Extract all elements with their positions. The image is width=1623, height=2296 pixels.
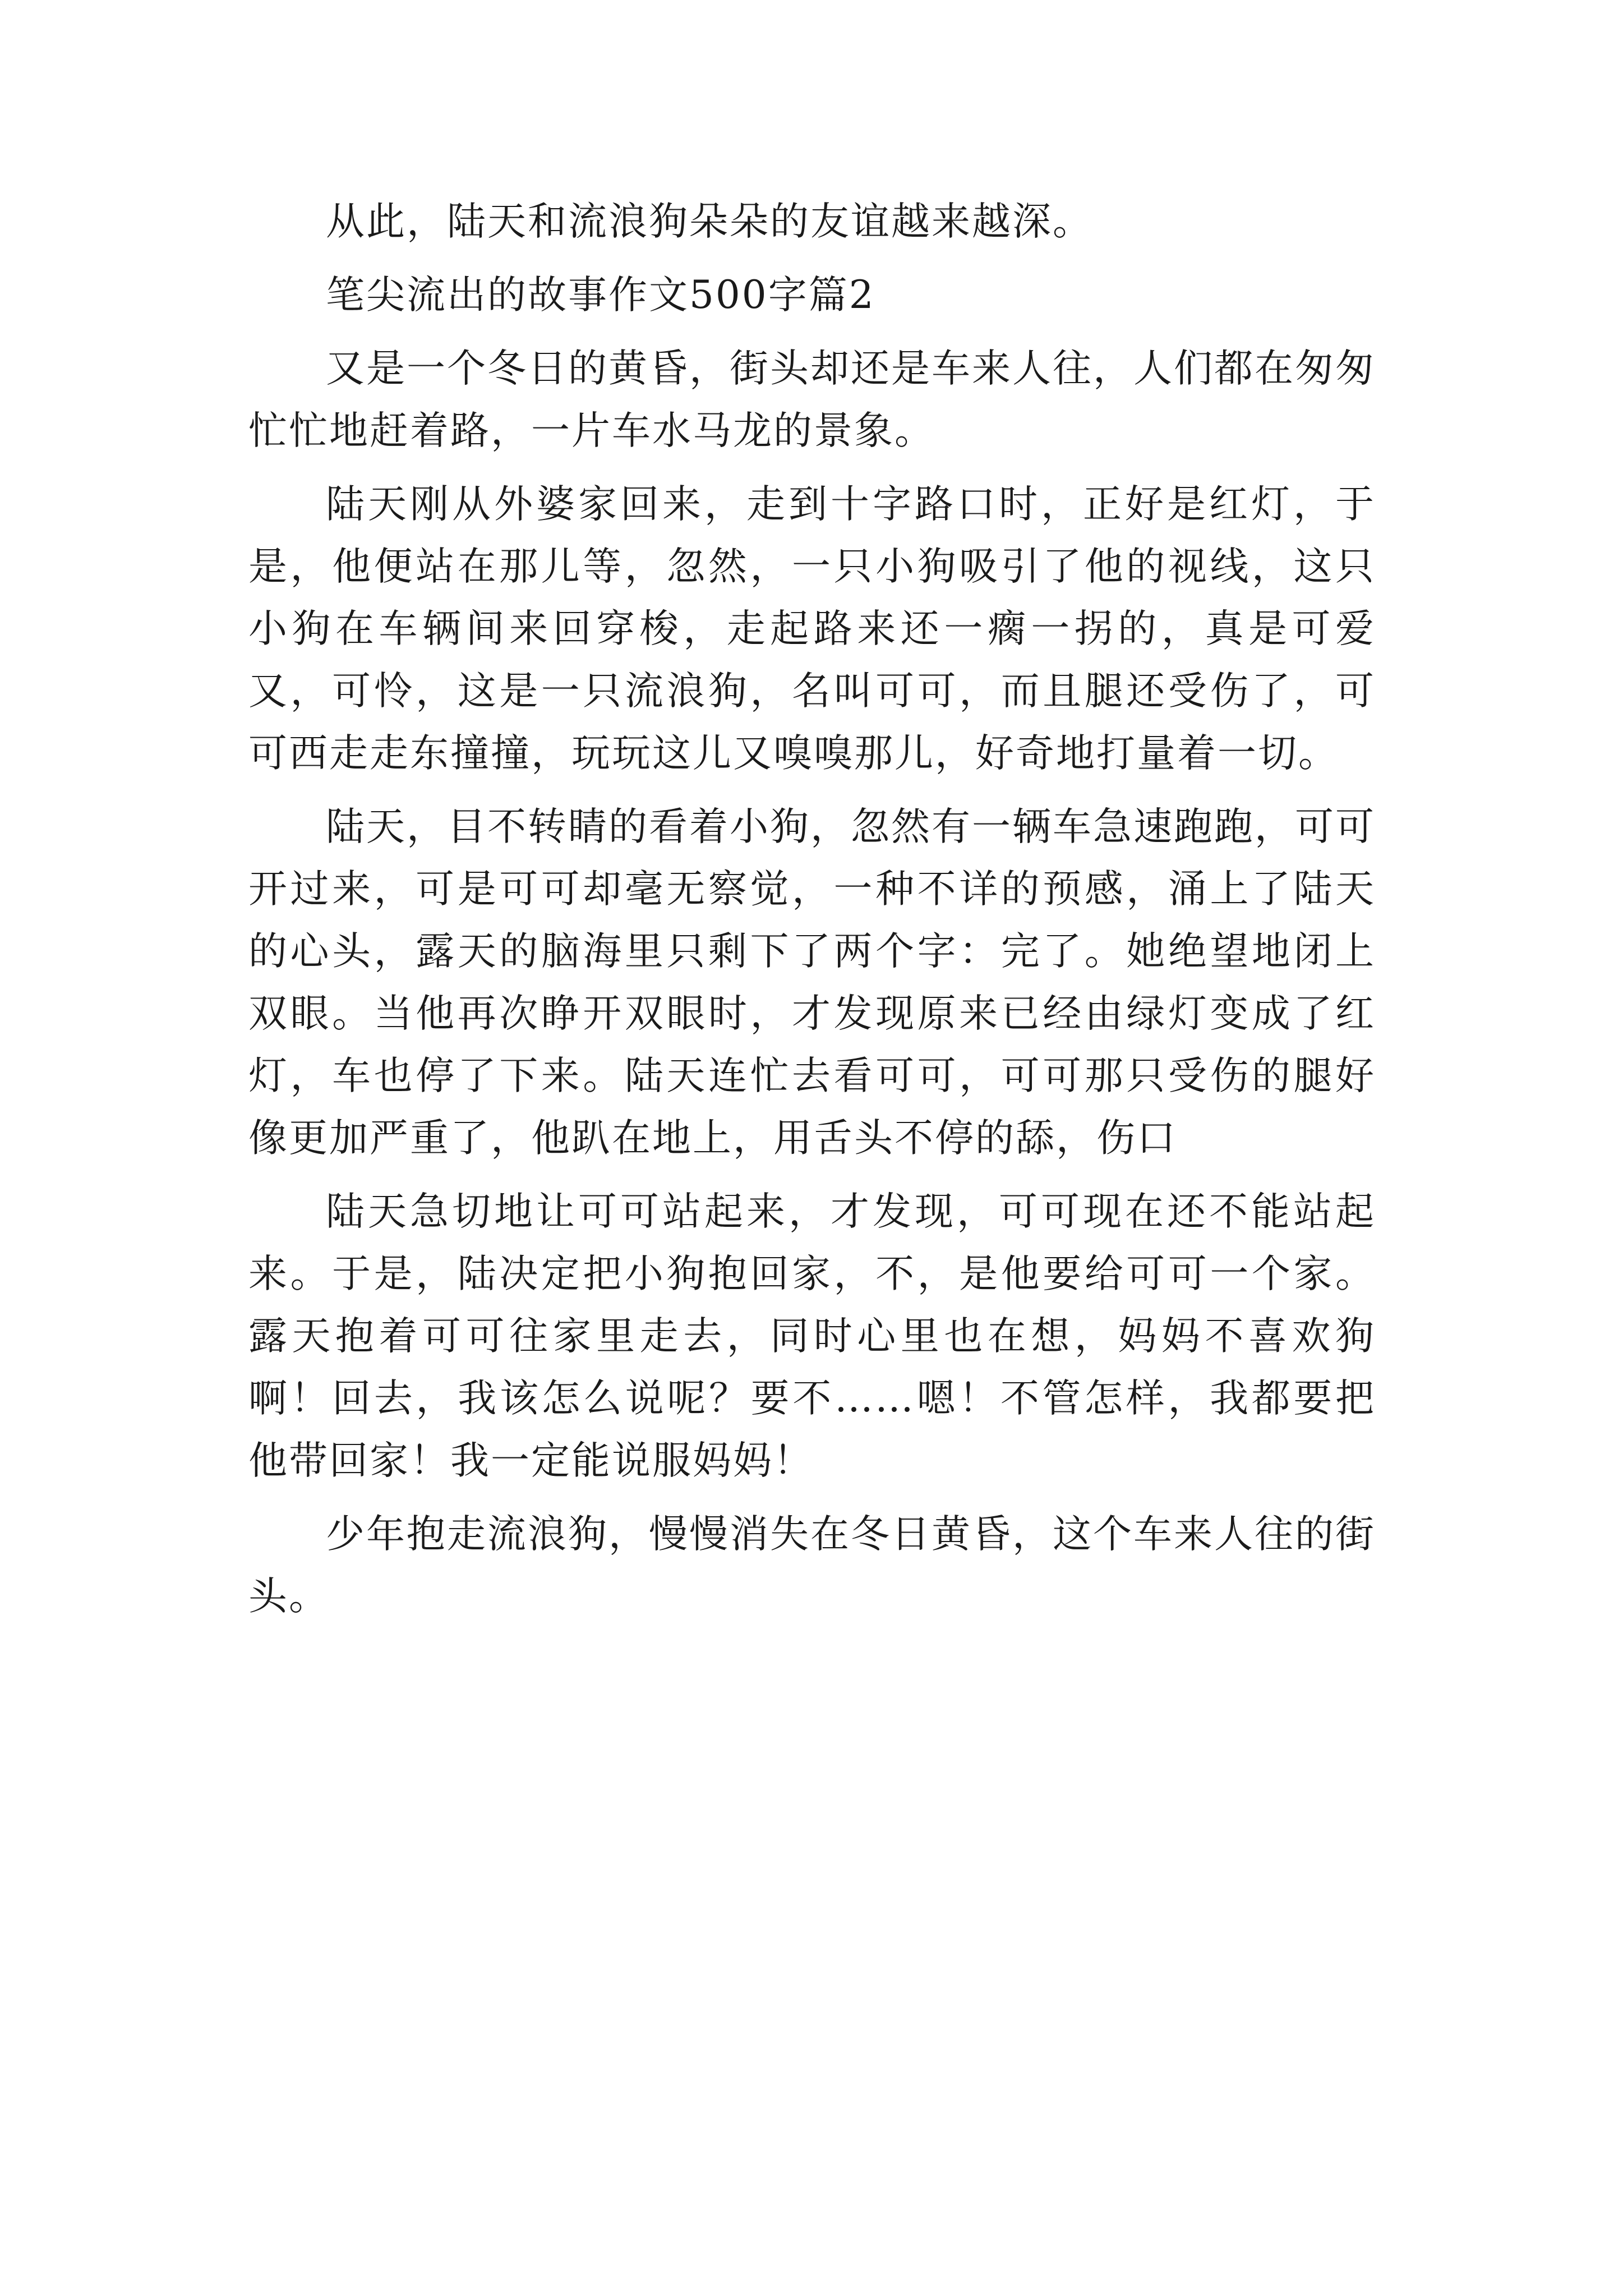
- section-heading: 笔尖流出的故事作文500字篇2: [326, 273, 875, 318]
- document-body: [248, 191, 1376, 1639]
- paragraph-3: 陆天刚从外婆家回来，走到十字路口时，正好是红灯，于是，他便站在那儿等，忽然，一只小狗吸引了他的视线，这只小狗在车辆间来回穿梭，走起路来还一瘸一拐的，真是可爱又，可怜，这是一只流浪狗，名叫可可，而且腿还受伤了，可可西走走东撞撞，玩玩这儿又嗅嗅那儿，好奇地打量着一切。: [248, 482, 1376, 776]
- paragraph-5: 陆天急切地让可可站起来，才发现，可可现在还不能站起来。于是，陆决定把小狗抱回家，不，是他要给可可一个家。露天抱着可可往家里走去，同时心里也在想，妈妈不喜欢狗啊！回去，我该怎么说呢？要不……嗯！不管怎样，我都要把他带回家！我一定能说服妈妈！: [248, 1189, 1376, 1483]
- paragraph-6: 少年抱走流浪狗，慢慢消失在冬日黄昏，这个车来人往的街头。: [248, 1512, 1376, 1619]
- paragraph-2: 又是一个冬日的黄昏，街头却还是车来人往，人们都在匆匆忙忙地赶着路，一片车水马龙的景象。: [248, 346, 1376, 453]
- paragraph-4: 陆天，目不转睛的看着小狗，忽然有一辆车急速跑跑，可可开过来，可是可可却毫无察觉，一种不详的预感，涌上了陆天的心头，露天的脑海里只剩下了两个字：完了。她绝望地闭上双眼。当他再次睁开双眼时，才发现原来已经由绿灯变成了红灯，车也停了下来。陆天连忙去看可可，可可那只受伤的腿好像更加严重了，他趴在地上，用舌头不停的舔，伤口: [248, 804, 1376, 1161]
- paragraph-1: 从此，陆天和流浪狗朵朵的友谊越来越深。: [326, 199, 1093, 244]
